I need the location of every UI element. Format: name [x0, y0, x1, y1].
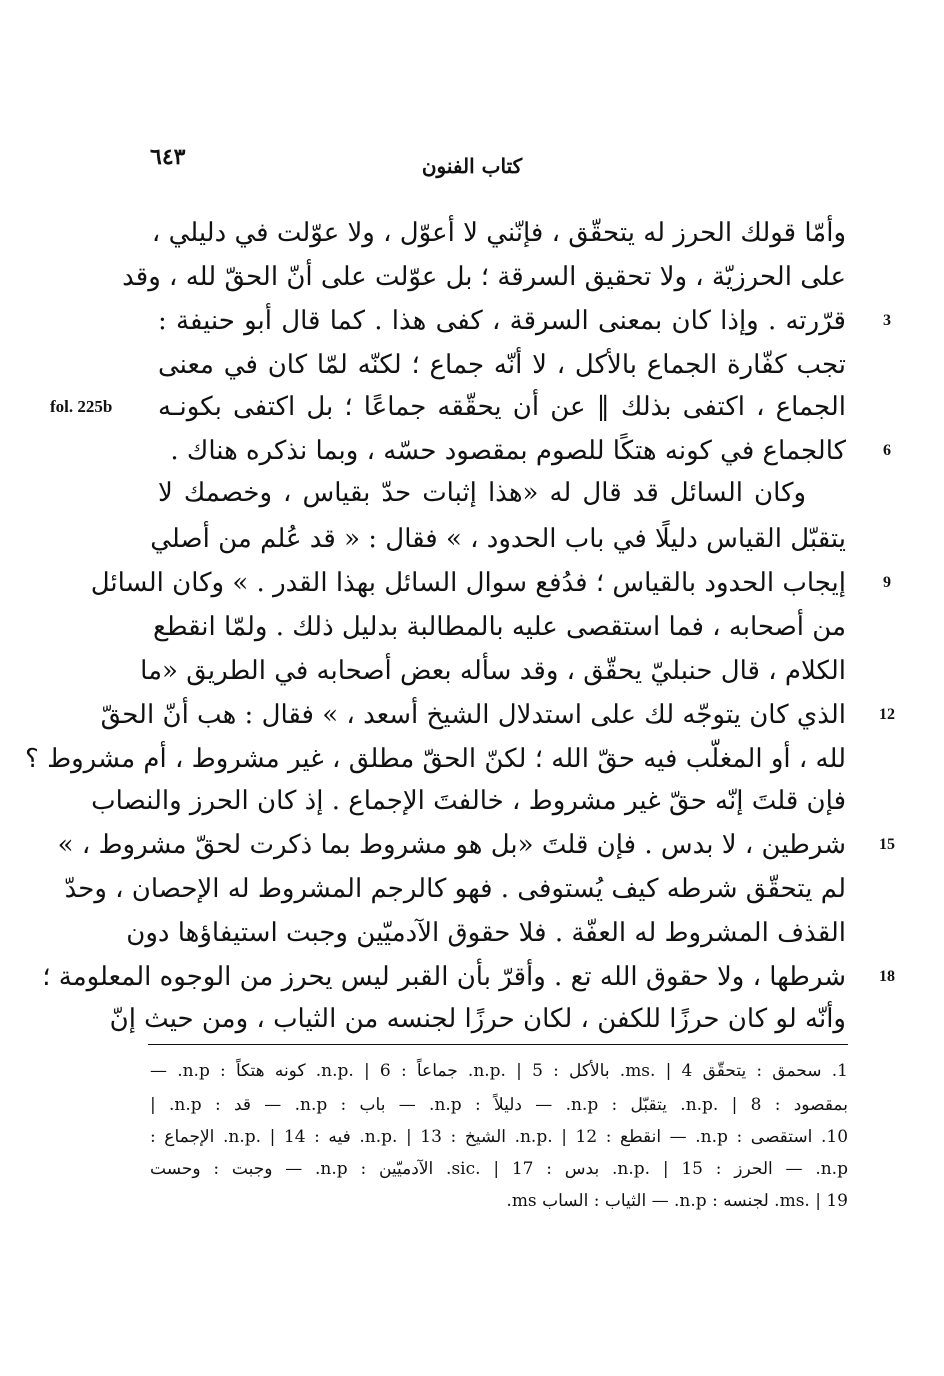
text-line: كالجماع في كونه هتكًا للصوم بمقصود حسّه ، وبما نذكره هناك . [170, 436, 846, 466]
line-number: 18 [879, 968, 895, 985]
folio-margin-note: fol. 225b [50, 397, 113, 416]
line-number: 6 [883, 442, 891, 459]
text-line: من أصحابه ، فما استقصى عليه بالمطالبة بدليل ذلك . ولمّا انقطع [152, 612, 846, 642]
text-line: لله ، أو المغلّب فيه حقّ الله ؛ لكنّ الحقّ مطلق ، غير مشروط ، أم مشروط ؟ [25, 744, 846, 774]
footnote-line: 1. سحمق : يتحقّق ms. | 4. بالأكل : n.p. | 5. جماعاً : n.p. | 6. كونه هتكاً : n.p. — [150, 1061, 848, 1081]
footnote-line: ms. | 19. لجنسه : n.p. — الثياب : الساب ms. [506, 1191, 848, 1211]
text-line: وكان السائل قد قال له «هذا إثبات حدّ بقياس ، وخصمك لا [158, 478, 806, 508]
text-line: لم يتحقّق شرطه كيف يُستوفى . فهو كالرجم المشروط له الإحصان ، وحدّ [64, 874, 846, 904]
text-line: يتقبّل القياس دليلًا في باب الحدود ، » فقال : « قد عُلم من أصلي [150, 524, 846, 554]
text-line: الذي كان يتوجّه لك على استدلال الشيخ أسعد ، » فقال : هب أنّ الحقّ [100, 700, 846, 730]
text-line: على الحرزيّة ، ولا تحقيق السرقة ؛ بل عوّلت على أنّ الحقّ لله ، وقد [122, 262, 846, 292]
text-line: تجب كفّارة الجماع بالأكل ، لا أنّه جماع ؛ لكنّه لمّا كان في معنى [158, 350, 846, 380]
text-line: الجماع ، اكتفى بذلك ‖ عن أن يحقّقه جماعًا ؛ بل اكتفى بكونـه [158, 392, 846, 422]
running-title: كتاب الفنون [421, 154, 523, 178]
text-line: فإن قلتَ إنّه حقّ غير مشروط ، خالفتَ الإجماع . إذ كان الحرز والنصاب [91, 786, 846, 816]
text-line: شرطها ، ولا حقوق الله تع . وأقرّ بأن القبر ليس يحرز من الوجوه المعلومة ؛ [42, 962, 846, 992]
text-line: وأمّا قولك الحرز له يتحقّق ، فإنّني لا أعوّل ، ولا عوّلت في دليلي ، [151, 218, 846, 248]
page-number: ٦٤٣ [150, 144, 186, 170]
text-line: الكلام ، قال حنبليّ يحقّق ، وقد سأله بعض أصحابه في الطريق «ما [140, 656, 846, 686]
footnote-line: بمقصود : n.p. | 8. يتقبّل : n.p. — دليلاً : n.p. — باب : n.p. — قد : n.p. | [150, 1095, 848, 1115]
text-line: القذف المشروط له العفّة . فلا حقوق الآدميّين وجبت استيفاؤها دون [126, 918, 846, 948]
line-number: 12 [879, 706, 895, 723]
footnote-line: 10. استقصى : n.p. — انقطع : n.p. | 12. الشيخ : n.p. | 13. فيه : n.p. | 14. الإجماع : [150, 1127, 849, 1147]
line-number: 9 [883, 574, 891, 591]
text-line: قرّرته . وإذا كان بمعنى السرقة ، كفى هذا . كما قال أبو حنيفة : [158, 306, 846, 336]
text-line: شرطين ، لا بدس . فإن قلتَ «بل هو مشروط بما ذكرت لحقّ مشروط ، » [57, 830, 846, 860]
text-line: وأنّه لو كان حرزًا للكفن ، لكان حرزًا لجنسه من الثياب ، ومن حيث إنّ [109, 1004, 846, 1034]
text-line: إيجاب الحدود بالقياس ؛ فدُفع سوال السائل بهذا القدر . » وكان السائل [90, 568, 846, 598]
line-number: 15 [879, 836, 895, 853]
footnote-line: n.p. — الحرز : n.p. | 15. بدس : sic. | 17. الآدميّين : n.p. — وجبت : وحست [150, 1159, 848, 1179]
line-number: 3 [883, 312, 891, 329]
footnote-divider [148, 1044, 848, 1045]
